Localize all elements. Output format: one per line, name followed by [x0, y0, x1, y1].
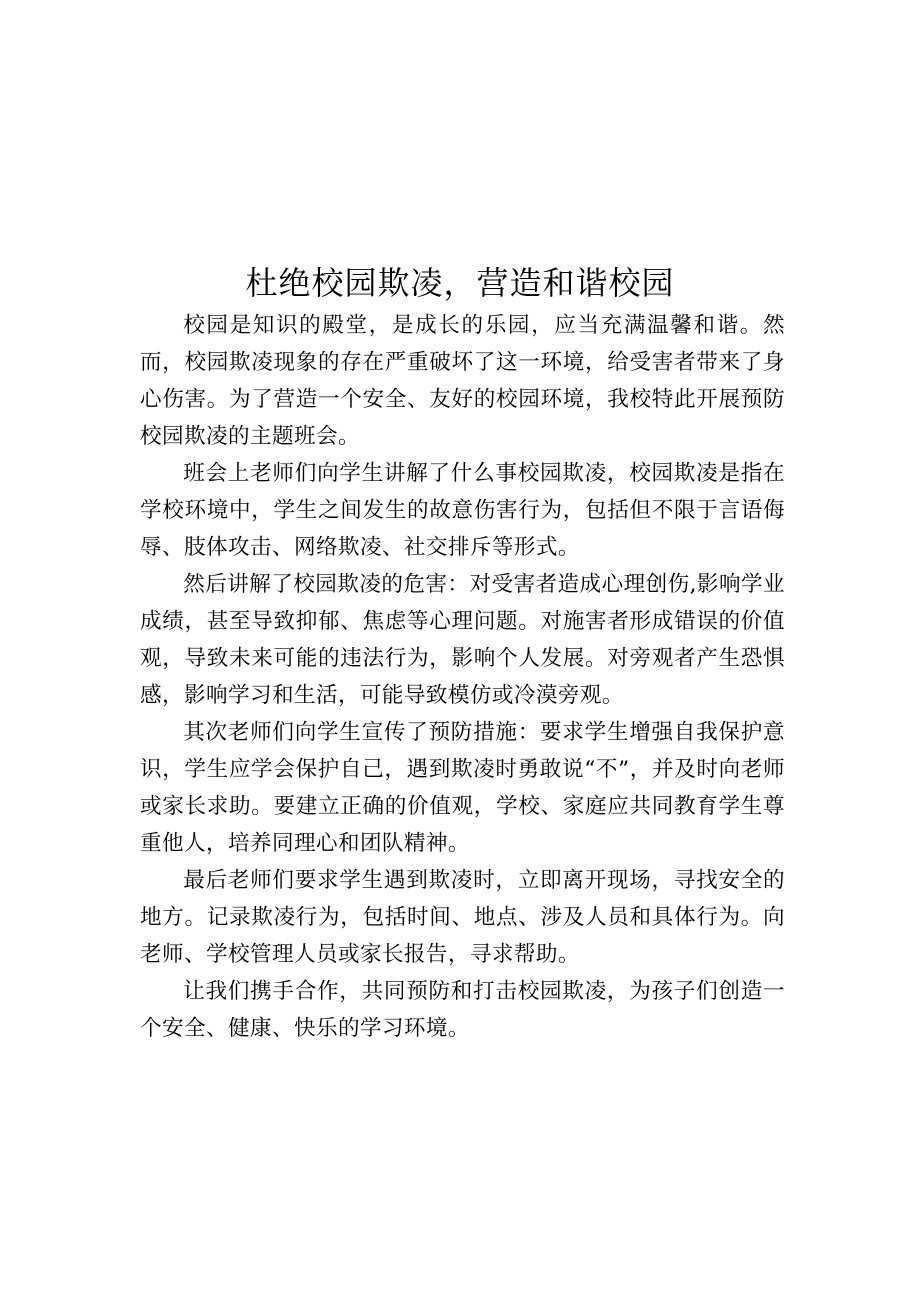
paragraph-intro: 校园是知识的殿堂，是成长的乐园，应当充满温馨和谐。然而，校园欺凌现象的存在严重破坏了这一环境，给受害者带来了身心伤害。为了营造一个安全、友好的校园环境，我校特此开展预防校园欺凌的主题班会。 [140, 313, 785, 449]
paragraph-prevention: 其次老师们向学生宣传了预防措施：要求学生增强自我保护意识，学生应学会保护自己，遇到欺凌时勇敢说“不”，并及时向老师或家长求助。要建立正确的价值观，学校、家庭应共同教育学生尊重他人，培养同理心和团队精神。 [140, 720, 785, 856]
document-title: 杜绝校园欺凌，营造和谐校园 [245, 264, 675, 302]
paragraph-definition: 班会上老师们向学生讲解了什么事校园欺凌，校园欺凌是指在学校环境中，学生之间发生的故意伤害行为，包括但不限于言语侮辱、肢体攻击、网络欺凌、社交排斥等形式。 [140, 461, 785, 560]
paragraph-response: 最后老师们要求学生遇到欺凌时，立即离开现场，寻找安全的地方。记录欺凌行为，包括时间、地点、涉及人员和具体行为。向老师、学校管理人员或家长报告，寻求帮助。 [140, 868, 785, 967]
paragraph-closing: 让我们携手合作，共同预防和打击校园欺凌，为孩子们创造一个安全、健康、快乐的学习环境。 [140, 979, 785, 1041]
document-body [140, 307, 785, 1047]
paragraph-harms: 然后讲解了校园欺凌的危害：对受害者造成心理创伤,影响学业成绩，甚至导致抑郁、焦虑等心理问题。对施害者形成错误的价值观，导致未来可能的违法行为，影响个人发展。对旁观者产生恐惧感，影响学习和生活，可能导致模仿或冷漠旁观。 [140, 572, 785, 708]
